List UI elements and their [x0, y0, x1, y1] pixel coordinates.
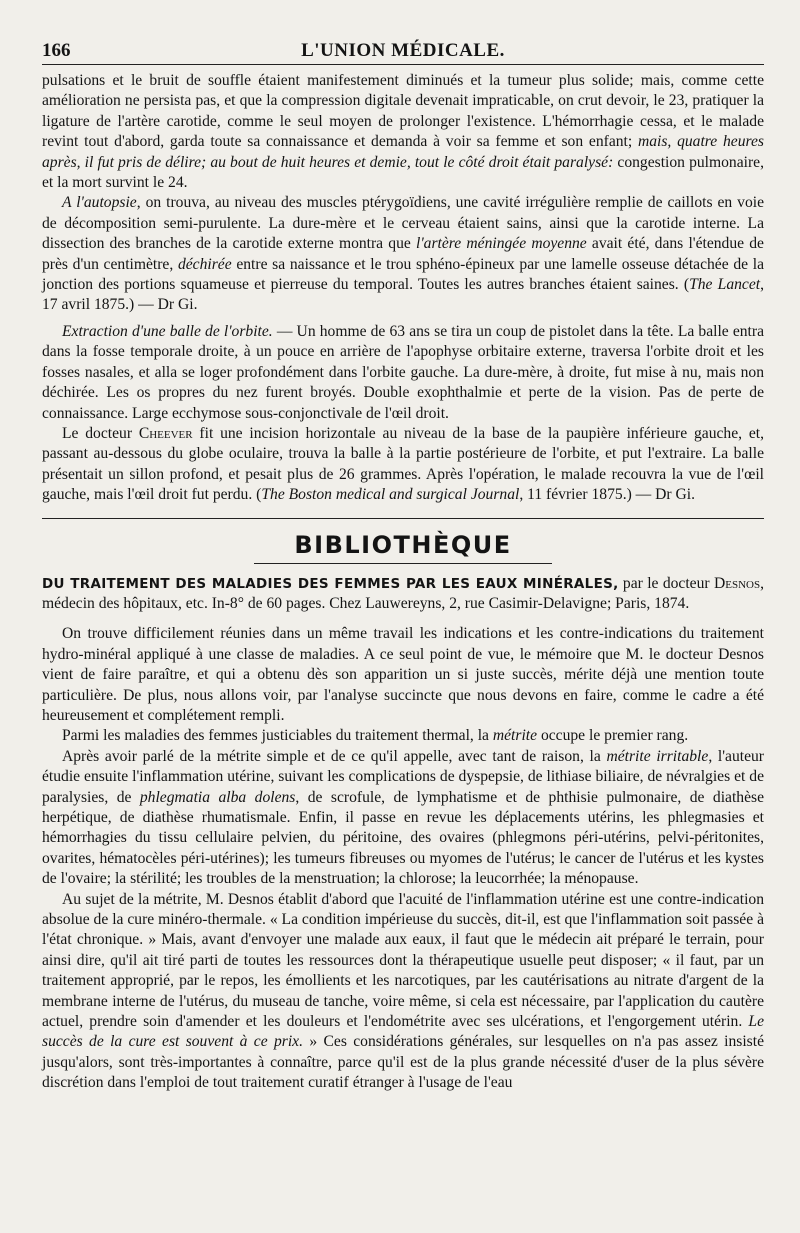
article-title: Extraction d'une balle de l'orbite. — [62, 322, 273, 340]
paragraph — [42, 726, 764, 746]
paragraph — [42, 424, 764, 506]
text-run: occupe le premier rang. — [537, 727, 689, 745]
paragraph — [42, 322, 764, 424]
text-run: , médecin des hôpitaux, etc. In-8° de 60 pages. Chez Lauwereyns, 2, rue Casimir-Delavigne; Paris, 1874. — [42, 574, 764, 612]
review-heading — [42, 574, 764, 615]
italic-run: l'artère méningée moyenne — [416, 235, 587, 253]
text-run: par le docteur — [618, 574, 714, 592]
text-run: Au sujet de la métrite, M. Desnos établit d'abord que l'acuité de l'inflammation utérine est une contre-indication absolue de la cure minéro-thermale. « La condition impérieuse du succès, dit-il, est que l'inflammation soit passée à l'état chronique. » Mais, avant d'envoyer une malade aux eaux, il faut que le médecin ait préparé le terrain, pour ainsi dire, qu'il ait tiré parti de toutes les ressources dont la thérapeutique usuelle peut disposer; « il faut, par un traitement approprié, par le repos, les émollients et les narcotiques, par les cautérisations au nitrate d'argent de la membrane interne de l'utérus, du museau de tanche, voire même, si cela est nécessaire, par l'application du cautère actuel, prendre soin d'amender et les douleurs et l'endométrite avec ses ulcérations, et l'engorgement utérin. — [42, 890, 764, 1031]
italic-run: métrite irritable — [606, 747, 709, 765]
text-run: fit une incision horizontale au niveau de la base de la paupière inférieure gauche, et, passant au-dessous du globe oculaire, trouva la balle à la partie postérieure de l'orbite, et put l'extraire. La balle présentait un sillon profond, et pesait plus de 26 grammes. Après l'opération, le malade recouvra la vue de l'œil gauche, mais l'œil droit fut perdu. ( — [42, 424, 764, 504]
italic-run: Le succès de la cure est souvent à ce prix. — [42, 1013, 764, 1051]
running-head: L'UNION MÉDICALE. — [301, 40, 505, 61]
book-title: DU TRAITEMENT DES MALADIES DES FEMMES PAR LES EAUX MINÉRALES, — [42, 575, 619, 592]
author-name: Cheever — [138, 424, 193, 442]
page-number: 166 — [42, 40, 71, 61]
italic-run: métrite — [492, 727, 538, 745]
italic-run: The Boston medical and surgical Journal — [261, 486, 520, 504]
text-run: » Ces considérations générales, sur lesquelles on n'a pas assez insisté jusqu'alors, sont très-importantes à connaître, parce qu'il est de la plus grande nécessité d'user de la plus sévère discrétion dans l'emploi de tout traitement curatif étranger à l'usage de l'eau — [42, 1033, 764, 1092]
text-run: — Un homme de 63 ans se tira un coup de pistolet dans la tête. La balle entra dans la fosse temporale droite, à un pouce en arrière de l'apophyse orbitaire externe, traversa l'orbite droit et les fosses nasales, et alla se loger profondément dans l'orbite gauche. La dure-mère, à droite, fut mise à nu, mais non déchirée. Les os propres du nez furent broyés. Double exophthalmie et perte de la vision. Pas de perte de connaissance. Large ecchymose sous-conjonctivale de l'œil droit. — [42, 322, 764, 422]
section-divider — [42, 518, 764, 519]
paragraph — [42, 71, 764, 193]
paragraph — [42, 747, 764, 890]
text-run: entre sa naissance et le trou sphéno-épineux par une lamelle osseuse détachée de la jonction des portions squameuse et pierreuse du temporal. Toutes les autres branches étaient saines. ( — [42, 255, 764, 294]
paragraph: On trouve difficilement réunies dans un même travail les indications et les contre-indications du traitement hydro-minéral appliqué à une classe de maladies. A ce seul point de vue, le mémoire que M. le docteur Desnos vient de faire paraître, et qui a obtenu dès son apparition un si juste succès, mérite déjà une mention toute particulière. De plus, nous allons voir, par l'analyse succincte que nous devons en faire, comme le cadre a été heureusement et complétement rempli. — [42, 625, 764, 724]
italic-run: déchirée — [177, 255, 232, 273]
text-run: , de scrofule, de lymphatisme et de phthisie pulmonaire, de diathèse herpétique, de diathèse rhumatismale. Enfin, il passe en revue les déplacements utérins, les phlegmasies et hémorrhagies du tissu cellulaire pelvien, du péritoine, des ovaires (phlegmons péri-utérins, pelvi-péritonites, ovarites, hématocèles péri-utérines); les tumeurs fibreuses ou myomes de l'utérus; le cancer de l'utérus et les kystes de l'ovaire; la stérilité; les troubles de la menstruation; la chlorose; la leucorrhée; la ménopause. — [42, 788, 764, 888]
text-run: avait été, dans l'étendue de près d'un centimètre, — [42, 235, 764, 273]
text-run: congestion pulmonaire, et la mort survint le 24. — [42, 153, 764, 192]
text-run: Parmi les maladies des femmes justiciables du traitement thermal, la — [62, 727, 493, 745]
italic-run: mais, quatre heures après, il fut pris de délire; au bout de huit heures et demie, tout le côté droit était paralysé: — [42, 133, 764, 171]
italic-run: phlegmatia alba dolens — [139, 788, 296, 806]
text-run: , 17 avril 1875.) — Dr Gi. — [42, 276, 764, 314]
paragraph — [42, 890, 764, 1094]
italic-run: A l'autopsie — [62, 194, 137, 212]
text-run: , on trouva, au niveau des muscles ptérygoïdiens, une cavité irrégulière remplie de caillots en voie de décomposition semi-purulente. La dure-mère et le cerveau étaient sains, ainsi que la carotide interne. La dissection des branches de la carotide externe montra que — [42, 194, 764, 253]
page-header — [42, 36, 764, 65]
text-run: Le docteur — [62, 424, 139, 442]
paragraph — [42, 193, 764, 315]
author-name: Desnos — [713, 574, 761, 592]
text-run: Après avoir parlé de la métrite simple et de ce qu'il appelle, avec tant de raison, la — [62, 747, 607, 765]
section-title: BIBLIOTHÈQUE — [254, 531, 551, 564]
text-run: , l'auteur étudie ensuite l'inflammation utérine, suivant les complications de dyspepsie, de lithiase biliaire, de névralgies et de paralysies, de — [42, 747, 764, 806]
text-run: , 11 février 1875.) — Dr Gi. — [519, 486, 696, 504]
text-run: pulsations et le bruit de souffle étaient manifestement diminués et la tumeur plus solide; mais, comme cette amélioration ne persista pas, et que la compression digitale devenait impraticable, on crut devoir, le 23, pratiquer la ligature de l'artère carotide, comme le seul moyen de prolonger l'existence. L'hémorrhagie cessa, et le malade revint tout d'abord, garda toute sa connaissance et demanda à voir sa femme et son enfant; — [42, 72, 764, 151]
italic-run: The Lancet — [689, 276, 761, 294]
